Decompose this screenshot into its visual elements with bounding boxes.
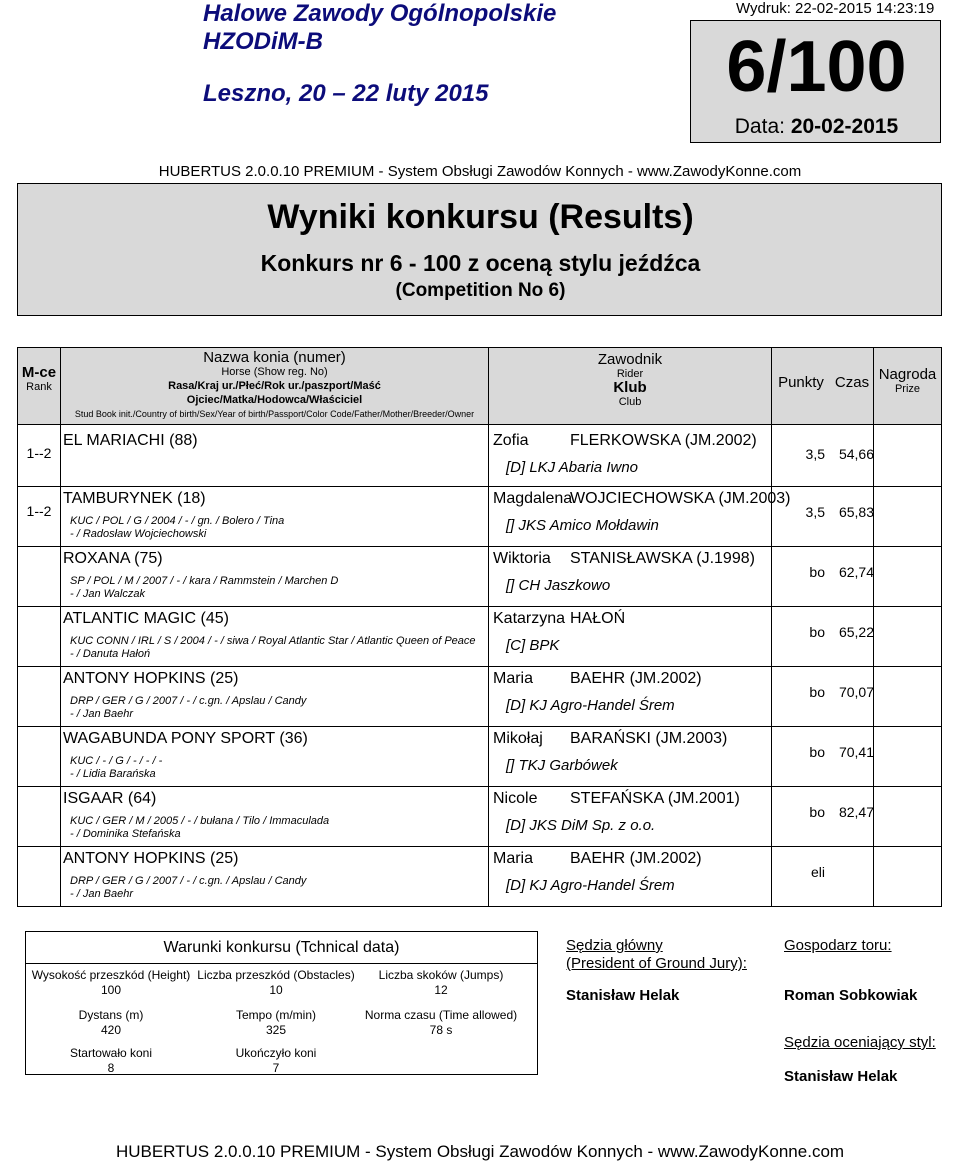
rider-last-name: BAEHR (JM.2002) <box>570 850 702 867</box>
points-cell: bo <box>809 684 825 700</box>
table-row <box>18 546 941 606</box>
horse-name <box>63 490 206 508</box>
club-name: [C] BPK <box>506 637 560 654</box>
style-judge-label: Sędzia oceniający styl: <box>784 1034 936 1051</box>
obstacles-cell <box>191 968 361 998</box>
horse-number: (88) <box>169 432 198 449</box>
row-divider <box>18 786 941 787</box>
table-row <box>18 726 941 786</box>
rider-first-name: Mikołaj <box>493 730 543 747</box>
horse-detail-label-en: Stud Book init./Country of birth/Sex/Year of birth/Passport/Color Code/Father/Mother/Breeder/Owner <box>74 409 475 419</box>
event-title: Halowe Zawody Ogólnopolskie HZODiM-B <box>203 0 557 55</box>
horse-name-text: TAMBURYNEK <box>63 490 173 507</box>
competition-date <box>691 115 942 139</box>
time-allowed-label: Norma czasu (Time allowed) <box>364 1008 518 1022</box>
points-cell: eli <box>810 864 825 880</box>
horse-owner: - / Jan Walczak <box>70 588 145 600</box>
horse-name-text: ROXANA <box>63 550 130 567</box>
time-cell: 62,74 <box>838 564 874 580</box>
competition-name: Konkurs nr 6 - 100 z oceną stylu jeźdźca <box>260 250 701 276</box>
horse-name <box>63 550 163 568</box>
rider-first-name: Zofia <box>493 432 529 449</box>
finished-value: 7 <box>272 1061 280 1075</box>
horse-name-text: EL MARIACHI <box>63 432 165 449</box>
head-judge-label: Sędzia główny <box>566 937 663 954</box>
head-judge-name: Stanisław Helak <box>566 987 680 1004</box>
rider-first-name: Maria <box>493 670 534 687</box>
prize-label: Nagroda <box>878 366 937 383</box>
head-judge-label-en: (President of Ground Jury): <box>566 955 747 972</box>
points-cell: bo <box>809 564 825 580</box>
horse-number: (75) <box>134 550 163 567</box>
rider-first-name: Maria <box>493 850 534 867</box>
tempo-cell <box>191 1008 361 1038</box>
height-label: Wysokość przeszkód (Height) <box>31 968 191 982</box>
row-divider <box>18 606 941 607</box>
rider-last-name: WOJCIECHOWSKA (JM.2003) <box>570 490 791 507</box>
col-rank-header <box>18 366 60 394</box>
table-header <box>18 348 941 425</box>
time-allowed-value: 78 s <box>429 1023 453 1037</box>
horse-details: SP / POL / M / 2007 / - / kara / Rammstein / Marchen D <box>70 575 339 587</box>
distance-value: 420 <box>100 1023 122 1037</box>
rider-first-name: Wiktoria <box>493 550 551 567</box>
time-allowed-cell <box>356 1008 526 1038</box>
date-label: Data: <box>734 115 785 138</box>
points-cell: bo <box>809 624 825 640</box>
horse-owner: - / Jan Baehr <box>70 708 133 720</box>
time-cell: 65,22 <box>838 624 874 640</box>
horse-owner: - / Danuta Hałoń <box>70 648 151 660</box>
table-row <box>18 666 941 726</box>
prize-label-en: Prize <box>894 383 921 395</box>
rider-last-name: BARAŃSKI (JM.2003) <box>570 730 728 747</box>
horse-details: DRP / GER / G / 2007 / - / c.gn. / Apslau / Candy <box>70 695 307 707</box>
started-cell <box>26 1046 196 1076</box>
competition-number: (Competition No 6) <box>395 280 566 301</box>
horse-number: (45) <box>200 610 229 627</box>
horse-details: KUC / - / G / - / - / - <box>70 755 163 767</box>
club-name: [D] JKS DiM Sp. z o.o. <box>506 817 656 834</box>
finished-label: Ukończyło koni <box>235 1046 317 1060</box>
col-horse-header <box>61 351 488 421</box>
club-name: [D] LKJ Abaria Iwno <box>506 459 639 476</box>
rank-label: M-ce <box>21 364 57 381</box>
rider-first-name: Magdalena <box>493 490 573 507</box>
horse-label-en: Horse (Show reg. No) <box>221 366 328 378</box>
club-name: [D] KJ Agro-Handel Śrem <box>506 697 675 714</box>
horse-name-text: ANTONY HOPKINS <box>63 670 206 687</box>
horse-label: Nazwa konia (numer) <box>203 349 346 366</box>
horse-owner: - / Lidia Barańska <box>70 768 156 780</box>
started-value: 8 <box>107 1061 115 1075</box>
rider-last-name: FLERKOWSKA (JM.2002) <box>570 432 757 449</box>
points-cell: bo <box>809 804 825 820</box>
col-rider-header <box>489 353 771 409</box>
row-divider <box>18 666 941 667</box>
rider-first-name: Nicole <box>493 790 538 807</box>
horse-number: (18) <box>177 490 206 507</box>
results-title: Wyniki konkursu (Results) <box>267 198 694 236</box>
horse-owner: - / Jan Baehr <box>70 888 133 900</box>
points-cell: 3,5 <box>805 446 825 462</box>
rider-label: Zawodnik <box>597 351 663 368</box>
horse-name <box>63 432 198 450</box>
head-judge-block <box>566 937 747 1004</box>
time-cell: 65,83 <box>838 504 874 520</box>
points-cell: 3,5 <box>805 504 825 520</box>
height-cell <box>26 968 196 998</box>
horse-owner: - / Dominika Stefańska <box>70 828 181 840</box>
col-prize-header <box>874 368 941 396</box>
rider-first-name: Katarzyna <box>493 610 566 627</box>
course-host-name: Roman Sobkowiak <box>784 987 918 1004</box>
horse-name-text: WAGABUNDA PONY SPORT <box>63 730 275 747</box>
rider-last-name: HAŁOŃ <box>570 610 626 627</box>
club-name: [] CH Jaszkowo <box>506 577 611 594</box>
event-place-date: Leszno, 20 – 22 luty 2015 <box>203 80 489 107</box>
club-name: [] TKJ Garbówek <box>506 757 618 774</box>
time-cell: 54,66 <box>838 446 874 462</box>
club-label-en: Club <box>618 396 642 408</box>
competition-code: 6/100 <box>726 27 907 107</box>
row-divider <box>18 846 941 847</box>
time-cell: 70,41 <box>838 744 874 760</box>
system-line-top: HUBERTUS 2.0.0.10 PREMIUM - System Obsługi Zawodów Konnych - www.ZawodyKonne.com <box>158 163 802 180</box>
table-row <box>18 786 941 846</box>
time-cell: 82,47 <box>838 804 874 820</box>
horse-name-text: ATLANTIC MAGIC <box>63 610 197 627</box>
horse-number: (25) <box>210 850 239 867</box>
table-row <box>18 486 941 546</box>
finished-cell <box>191 1046 361 1076</box>
horse-name-text: ANTONY HOPKINS <box>63 850 206 867</box>
horse-name <box>63 670 238 688</box>
distance-label: Dystans (m) <box>78 1008 144 1022</box>
tempo-value: 325 <box>265 1023 287 1037</box>
date-value: 20-02-2015 <box>790 115 899 138</box>
print-timestamp: Wydruk: 22-02-2015 14:23:19 <box>736 0 935 17</box>
horse-number: (36) <box>279 730 308 747</box>
rank-cell: 1--2 <box>26 503 52 519</box>
rider-last-name: STANISŁAWSKA (J.1998) <box>570 550 755 567</box>
club-label: Klub <box>613 379 647 396</box>
horse-owner-label: Ojciec/Matka/Hodowca/Właściciel <box>186 394 363 406</box>
system-line-bottom: HUBERTUS 2.0.0.10 PREMIUM - System Obsługi Zawodów Konnych - www.ZawodyKonne.com <box>115 1142 845 1161</box>
conditions-header <box>26 932 537 964</box>
conditions-title: Warunki konkursu (Tchnical data) <box>163 939 400 956</box>
rank-cell: 1--2 <box>26 445 52 461</box>
horse-owner: - / Radosław Wojciechowski <box>70 528 207 540</box>
conditions-box <box>25 931 538 1075</box>
horse-details: KUC / GER / M / 2005 / - / bułana / Tilo / Immaculada <box>70 815 330 827</box>
table-row <box>18 606 941 666</box>
rider-last-name: STEFAŃSKA (JM.2001) <box>570 790 740 807</box>
rider-last-name: BAEHR (JM.2002) <box>570 670 702 687</box>
horse-name-text: ISGAAR <box>63 790 124 807</box>
row-divider <box>18 726 941 727</box>
obstacles-value: 10 <box>269 983 283 997</box>
obstacles-label: Liczba przeszkód (Obstacles) <box>197 968 355 982</box>
horse-name <box>63 790 156 808</box>
club-name: [D] KJ Agro-Handel Śrem <box>506 877 675 894</box>
time-cell: 70,07 <box>838 684 874 700</box>
col-points-header: Punkty <box>778 374 824 391</box>
row-divider <box>18 546 941 547</box>
horse-detail-label: Rasa/Kraj ur./Płeć/Rok ur./paszport/Maść <box>168 380 381 392</box>
table-row <box>18 428 941 488</box>
points-cell: bo <box>809 744 825 760</box>
row-divider <box>18 486 941 487</box>
club-name: [] JKS Amico Mołdawin <box>506 517 659 534</box>
horse-name <box>63 730 308 748</box>
horse-name <box>63 610 229 628</box>
results-title-box <box>17 183 942 316</box>
horse-details: KUC / POL / G / 2004 / - / gn. / Bolero / Tina <box>70 515 285 527</box>
started-label: Startowało koni <box>69 1046 153 1060</box>
course-host-label: Gospodarz toru: <box>784 937 892 954</box>
results-table <box>17 347 942 907</box>
rank-label-en: Rank <box>26 381 52 393</box>
jumps-value: 12 <box>434 983 448 997</box>
distance-cell <box>26 1008 196 1038</box>
competition-code-box <box>690 20 941 143</box>
jumps-label: Liczba skoków (Jumps) <box>378 968 504 982</box>
tempo-label: Tempo (m/min) <box>235 1008 316 1022</box>
horse-name <box>63 850 238 868</box>
table-row <box>18 846 941 906</box>
horse-number: (64) <box>127 790 157 807</box>
horse-details: KUC CONN / IRL / S / 2004 / - / siwa / Royal Atlantic Star / Atlantic Queen of Peace <box>70 635 476 647</box>
style-judge-block <box>784 1034 936 1085</box>
horse-number: (25) <box>210 670 239 687</box>
style-judge-name: Stanisław Helak <box>784 1068 898 1085</box>
col-time-header: Czas <box>834 374 870 391</box>
horse-details: DRP / GER / G / 2007 / - / c.gn. / Apslau / Candy <box>70 875 307 887</box>
jumps-cell <box>356 968 526 998</box>
rider-label-en: Rider <box>616 368 644 380</box>
course-host-block <box>784 937 917 1004</box>
height-value: 100 <box>100 983 122 997</box>
